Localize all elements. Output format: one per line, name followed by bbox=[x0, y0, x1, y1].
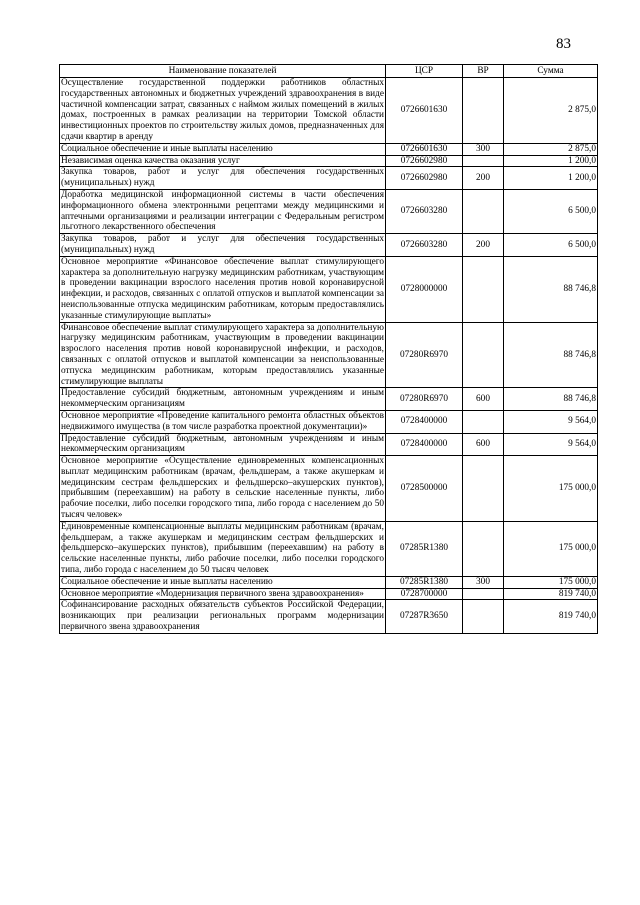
cell-vr bbox=[463, 456, 504, 522]
table-row bbox=[60, 600, 598, 633]
cell-vr bbox=[463, 588, 504, 600]
cell-name: Социальное обеспечение и иные выплаты населению bbox=[60, 576, 386, 588]
cell-name: Основное мероприятие «Проведение капитального ремонта областных объектов недвижимого имущества (в том числе разработка проектной документации)» bbox=[61, 410, 384, 432]
table-row bbox=[60, 410, 598, 433]
cell-vr bbox=[463, 78, 504, 144]
cell-csr: 0726601630 bbox=[386, 143, 463, 155]
cell-name: Предоставление субсидий бюджетным, автономным учреждениям и иным некоммерческим организациям bbox=[61, 433, 384, 455]
cell-csr: 0728400000 bbox=[386, 410, 463, 433]
cell-sum: 2 875,0 bbox=[504, 143, 598, 155]
cell-sum: 175 000,0 bbox=[504, 521, 598, 576]
cell-csr: 0726603280 bbox=[386, 189, 463, 233]
cell-sum: 819 740,0 bbox=[504, 588, 598, 600]
cell-sum: 88 746,8 bbox=[504, 388, 598, 411]
table-header-row bbox=[60, 65, 598, 78]
cell-vr: 600 bbox=[463, 433, 504, 456]
cell-name: Предоставление субсидий бюджетным, автономным учреждениям и иным некоммерческим организациям bbox=[61, 388, 384, 410]
cell-csr: 0728500000 bbox=[386, 456, 463, 522]
table-row bbox=[60, 322, 598, 388]
cell-vr: 300 bbox=[463, 143, 504, 155]
cell-sum: 1 200,0 bbox=[504, 155, 598, 167]
table-row bbox=[60, 433, 598, 456]
cell-csr: 0728000000 bbox=[386, 256, 463, 322]
cell-sum: 2 875,0 bbox=[504, 78, 598, 144]
cell-sum: 819 740,0 bbox=[504, 600, 598, 633]
budget-table bbox=[59, 64, 598, 634]
cell-sum: 88 746,8 bbox=[504, 256, 598, 322]
cell-vr: 300 bbox=[463, 576, 504, 588]
cell-sum: 6 500,0 bbox=[504, 189, 598, 233]
table-row bbox=[60, 155, 598, 167]
table-row bbox=[60, 456, 598, 522]
cell-vr bbox=[463, 410, 504, 433]
header-name: Наименование показателей bbox=[60, 65, 386, 78]
cell-vr bbox=[463, 322, 504, 388]
cell-csr: 0726603280 bbox=[386, 234, 463, 257]
cell-sum: 9 564,0 bbox=[504, 433, 598, 456]
table-row bbox=[60, 588, 598, 600]
cell-csr: 0728700000 bbox=[386, 588, 463, 600]
cell-name: Основное мероприятие «Финансовое обеспечение выплат стимулирующего характера за дополнительную нагрузку медицинским работникам, участвующим в проведении вакцинации взрослого населения против новой коронавирусной инфекции, и расходов, связанных с оплатой отпусков и выплатой компенсации за неиспользованные отпуска медицинским работникам, которым предоставлялись указанные стимулирующие выплаты» bbox=[61, 256, 384, 321]
cell-csr: 0728400000 bbox=[386, 433, 463, 456]
header-csr: ЦСР bbox=[386, 65, 463, 78]
table-row bbox=[60, 78, 598, 144]
cell-name: Финансовое обеспечение выплат стимулирующего характера за дополнительную нагрузку медицинским работникам, участвующим в проведении вакцинации взрослого населения против новой коронавирусной инфекции, и расходов, связанных с оплатой отпусков и выплатой компенсации за неиспользованные отпуска медицинским работникам, которым предоставлялись указанные стимулирующие выплаты bbox=[61, 322, 384, 387]
table-row bbox=[60, 143, 598, 155]
cell-csr: 07280R6970 bbox=[386, 388, 463, 411]
cell-vr: 600 bbox=[463, 388, 504, 411]
table-body bbox=[60, 78, 598, 634]
table-row bbox=[60, 167, 598, 190]
cell-csr: 0726602980 bbox=[386, 167, 463, 190]
cell-name: Закупка товаров, работ и услуг для обеспечения государственных (муниципальных) нужд bbox=[61, 167, 384, 189]
cell-csr: 0726601630 bbox=[386, 78, 463, 144]
cell-vr bbox=[463, 189, 504, 233]
cell-vr: 200 bbox=[463, 234, 504, 257]
cell-vr bbox=[463, 600, 504, 633]
header-vr: ВР bbox=[463, 65, 504, 78]
table-row bbox=[60, 234, 598, 257]
cell-name: Осуществление государственной поддержки работников областных государственных автономных и бюджетных учреждений здравоохранения в виде частичной компенсации затрат, связанных с наймом жилых помещений в жилых домах, построенных в рамках реализации на территории Томской области инвестиционных проектов по строительству жилых домов, предназначенных для сдачи квартир в аренду bbox=[61, 78, 384, 142]
table-row bbox=[60, 256, 598, 322]
cell-sum: 88 746,8 bbox=[504, 322, 598, 388]
page-number: 83 bbox=[556, 36, 571, 52]
cell-sum: 6 500,0 bbox=[504, 234, 598, 257]
header-sum: Сумма bbox=[504, 65, 598, 78]
cell-name: Социальное обеспечение и иные выплаты населению bbox=[60, 143, 386, 155]
cell-sum: 1 200,0 bbox=[504, 167, 598, 190]
table-row bbox=[60, 576, 598, 588]
table-row bbox=[60, 189, 598, 233]
cell-name: Единовременные компенсационные выплаты медицинским работникам (врачам, фельдшерам, а также акушеркам и медицинским сестрам фельдшерских и фельдшерско–акушерских пунктов), прибывшим (переехавшим) на работу в сельские населенные пункты, либо рабочие поселки, либо поселки городского типа, либо города с населением до 50 тысяч человек bbox=[61, 521, 384, 576]
cell-name: Закупка товаров, работ и услуг для обеспечения государственных (муниципальных) нужд bbox=[61, 234, 384, 255]
cell-csr: 07280R6970 bbox=[386, 322, 463, 388]
cell-vr bbox=[463, 256, 504, 322]
cell-name: Основное мероприятие «Осуществление единовременных компенсационных выплат медицинским работникам (врачам, фельдшерам, а также акушеркам и медицинским сестрам фельдшерских и фельдшерско–акушерских пунктов), прибывшим (переехавшим) на работу в сельские населенные пункты, либо рабочие поселки, либо поселки городского типа, либо города с населением до 50 тысяч человек» bbox=[61, 456, 384, 521]
cell-csr: 07285R1380 bbox=[386, 576, 463, 588]
cell-name: Доработка медицинской информационной системы в части обеспечения информационного обмена электронными рецептами между медицинскими и аптечными организациями и реализации интеграции с Федеральным регистром льготного лекарственного обеспечения bbox=[61, 189, 384, 233]
cell-sum: 175 000,0 bbox=[504, 456, 598, 522]
cell-csr: 0726602980 bbox=[386, 155, 463, 167]
cell-name: Независимая оценка качества оказания услуг bbox=[60, 155, 386, 167]
cell-sum: 175 000,0 bbox=[504, 576, 598, 588]
cell-name: Основное мероприятие «Модернизация первичного звена здравоохранения» bbox=[60, 588, 386, 600]
table-row bbox=[60, 388, 598, 411]
cell-name: Софинансирование расходных обязательств субъектов Российской Федерации, возникающих при реализации региональных программ модернизации первичного звена здравоохранения bbox=[61, 600, 384, 633]
cell-vr bbox=[463, 521, 504, 576]
cell-csr: 07287R3650 bbox=[386, 600, 463, 633]
cell-csr: 07285R1380 bbox=[386, 521, 463, 576]
cell-vr bbox=[463, 155, 504, 167]
cell-vr: 200 bbox=[463, 167, 504, 190]
cell-sum: 9 564,0 bbox=[504, 410, 598, 433]
table-row bbox=[60, 521, 598, 576]
